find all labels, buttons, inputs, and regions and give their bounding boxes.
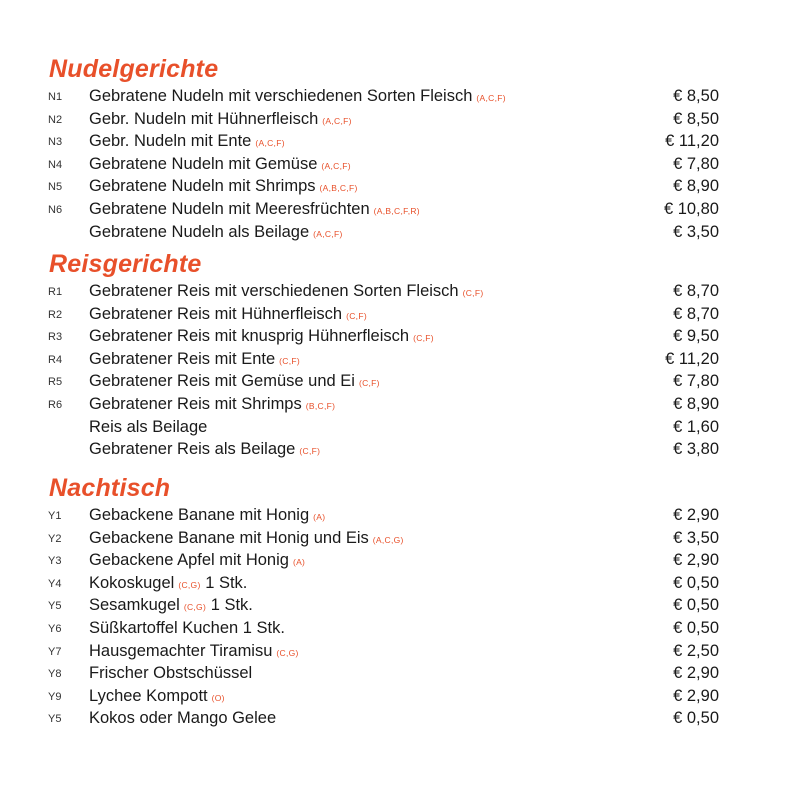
allergen-codes: (A,C,F) <box>322 115 352 126</box>
item-name: Gebratener Reis mit verschiedenen Sorten Fleisch <box>89 282 459 300</box>
menu-item <box>0 198 791 221</box>
item-price: € 2,90 <box>673 686 719 705</box>
item-name-line <box>89 686 225 708</box>
item-name-line <box>89 281 483 303</box>
menu-item <box>0 348 791 371</box>
allergen-codes: (C,G) <box>178 579 201 590</box>
menu-item <box>0 130 791 153</box>
menu-item <box>0 594 791 617</box>
item-name-line <box>89 131 285 153</box>
item-code: Y3 <box>48 555 62 568</box>
allergen-codes: (C,G) <box>183 602 207 613</box>
item-name-line <box>89 528 404 550</box>
item-name: Gebackene Banane mit Honig und Eis <box>89 528 369 547</box>
item-name-line <box>89 573 247 595</box>
item-price: € 7,80 <box>673 372 719 391</box>
item-code: N5 <box>48 181 63 194</box>
menu-item <box>0 662 791 685</box>
item-name: Gebratener Reis mit Hühnerfleisch <box>89 304 343 323</box>
allergen-codes: (A,B,C,F) <box>319 183 358 194</box>
item-price: € 2,90 <box>673 664 719 683</box>
allergen-codes: (C,F) <box>299 446 321 457</box>
section-title: Nachtisch <box>49 474 171 502</box>
item-name-line <box>89 641 299 663</box>
allergen-codes: (C,F) <box>279 355 301 366</box>
item-list <box>0 504 791 730</box>
item-quantity: 1 Stk. <box>210 596 253 615</box>
item-price: € 3,50 <box>673 528 719 547</box>
item-name: Gebackene Banane mit Honig <box>89 506 310 524</box>
item-code: Y7 <box>48 645 62 658</box>
item-name: Gebratene Nudeln mit Meeresfrüchten <box>89 199 370 218</box>
item-name-line <box>89 505 325 527</box>
menu-item <box>0 108 791 131</box>
item-code: N1 <box>48 91 63 103</box>
item-code: N3 <box>48 136 63 149</box>
item-price: € 11,20 <box>665 349 719 368</box>
item-price: € 0,50 <box>673 573 719 592</box>
item-name: Süßkartoffel Kuchen 1 Stk. <box>89 618 285 637</box>
item-price: € 1,60 <box>673 417 719 436</box>
item-name-line <box>89 349 300 371</box>
allergen-codes: (C,F) <box>413 333 434 344</box>
item-price: € 10,80 <box>663 199 719 218</box>
allergen-codes: (C,F) <box>358 378 380 389</box>
item-code: Y1 <box>48 510 62 522</box>
item-price: € 0,50 <box>673 618 719 637</box>
allergen-codes: (A) <box>292 557 306 568</box>
item-name-line <box>89 439 320 461</box>
menu-item <box>0 617 791 640</box>
item-price: € 0,50 <box>673 709 719 728</box>
item-code: Y5 <box>48 713 62 726</box>
item-code: Y4 <box>48 577 62 590</box>
item-name: Reis als Beilage <box>89 417 208 436</box>
menu-item <box>0 221 791 244</box>
item-name-line <box>89 708 276 728</box>
item-name: Gebratener Reis mit Shrimps <box>89 394 302 413</box>
item-name: Gebratener Reis mit Ente <box>89 349 276 368</box>
item-name: Frischer Obstschüssel <box>89 664 253 683</box>
item-name: Gebratene Nudeln mit Gemüse <box>89 154 318 173</box>
allergen-codes: (A,C,F) <box>313 228 343 239</box>
item-code: R6 <box>48 398 63 411</box>
item-code: R1 <box>48 286 63 298</box>
item-name-line <box>89 326 434 348</box>
item-price: € 8,50 <box>673 87 719 105</box>
item-name: Gebackene Apfel mit Honig <box>89 551 289 570</box>
allergen-codes: (A,C,F) <box>321 160 351 171</box>
item-list <box>0 85 791 243</box>
item-name-line <box>89 154 351 176</box>
item-code: N6 <box>48 203 63 216</box>
item-code: R2 <box>48 308 63 321</box>
item-name: Gebr. Nudeln mit Ente <box>89 132 252 151</box>
allergen-codes: (A,B,C,F,R) <box>373 205 420 216</box>
menu-item <box>0 153 791 176</box>
item-code: Y5 <box>48 600 62 613</box>
item-name-line <box>89 417 207 437</box>
item-price: € 0,50 <box>673 596 719 615</box>
item-price: € 8,70 <box>673 282 719 300</box>
item-price: € 8,50 <box>673 109 719 128</box>
allergen-codes: (C,F) <box>462 288 484 298</box>
menu-item <box>0 393 791 416</box>
item-code: R4 <box>48 353 63 366</box>
item-name: Kokos oder Mango Gelee <box>89 709 277 728</box>
item-name: Hausgemachter Tiramisu <box>89 641 273 660</box>
menu-item <box>0 504 791 527</box>
item-name-line <box>89 199 420 221</box>
item-name: Gebratene Nudeln mit Shrimps <box>89 177 316 196</box>
item-name-line <box>89 394 335 416</box>
item-price: € 9,50 <box>673 327 719 346</box>
item-name: Gebratener Reis mit Gemüse und Ei <box>89 372 355 391</box>
item-price: € 3,80 <box>673 440 719 459</box>
item-code: Y2 <box>48 532 62 545</box>
item-name-line <box>89 222 343 244</box>
menu-item <box>0 438 791 461</box>
item-name-line <box>89 109 352 131</box>
menu-item <box>0 370 791 393</box>
item-name-line <box>89 663 252 683</box>
menu-item <box>0 527 791 550</box>
item-code: Y6 <box>48 622 62 635</box>
item-name-line <box>89 550 305 572</box>
menu-item <box>0 303 791 326</box>
allergen-codes: (O) <box>211 692 225 703</box>
menu-item <box>0 549 791 572</box>
allergen-codes: (A,C,F) <box>255 138 285 149</box>
item-list <box>0 280 791 461</box>
item-name-line <box>89 371 380 393</box>
item-name-line <box>89 595 253 617</box>
section-title: Nudelgerichte <box>49 55 219 83</box>
allergen-codes: (A,C,F) <box>476 93 506 103</box>
item-name: Lychee Kompott <box>89 686 208 705</box>
item-name: Gebratener Reis als Beilage <box>89 440 296 459</box>
item-price: € 8,90 <box>673 177 719 196</box>
item-code: Y8 <box>48 668 62 681</box>
item-name-line <box>89 304 367 326</box>
item-code: Y9 <box>48 690 62 703</box>
item-code: N2 <box>48 113 63 126</box>
item-name-line <box>89 86 506 108</box>
item-name: Gebratene Nudeln als Beilage <box>89 222 310 241</box>
item-price: € 2,90 <box>673 551 719 570</box>
menu-item <box>0 707 791 730</box>
item-code: R3 <box>48 331 63 344</box>
item-name: Gebr. Nudeln mit Hühnerfleisch <box>89 109 319 128</box>
item-name-line <box>89 618 285 638</box>
menu-item <box>0 640 791 663</box>
menu-item <box>0 572 791 595</box>
item-quantity: 1 Stk. <box>205 573 248 592</box>
menu-item <box>0 280 791 303</box>
menu-item <box>0 685 791 708</box>
item-name: Kokoskugel <box>89 573 175 592</box>
item-name-line <box>89 176 358 198</box>
menu-item <box>0 175 791 198</box>
item-price: € 2,50 <box>673 641 719 660</box>
item-price: € 3,50 <box>673 222 719 241</box>
item-price: € 11,20 <box>665 132 719 151</box>
allergen-codes: (C,G) <box>276 647 299 658</box>
section-title: Reisgerichte <box>49 250 202 278</box>
item-code: N4 <box>48 158 63 171</box>
item-name: Sesamkugel <box>89 596 180 615</box>
item-price: € 8,70 <box>673 304 719 323</box>
allergen-codes: (A,C,G) <box>372 534 404 545</box>
item-price: € 8,90 <box>673 394 719 413</box>
allergen-codes: (B,C,F) <box>305 400 336 411</box>
item-name: Gebratene Nudeln mit verschiedenen Sorten Fleisch <box>89 87 473 105</box>
item-code: R5 <box>48 376 63 389</box>
menu-item <box>0 416 791 439</box>
menu-item <box>0 325 791 348</box>
item-name: Gebratener Reis mit knusprig Hühnerfleisch <box>89 327 410 346</box>
item-price: € 7,80 <box>673 154 719 173</box>
allergen-codes: (A) <box>313 512 326 522</box>
menu-item <box>0 85 791 108</box>
item-price: € 2,90 <box>673 506 719 524</box>
allergen-codes: (C,F) <box>346 310 367 321</box>
